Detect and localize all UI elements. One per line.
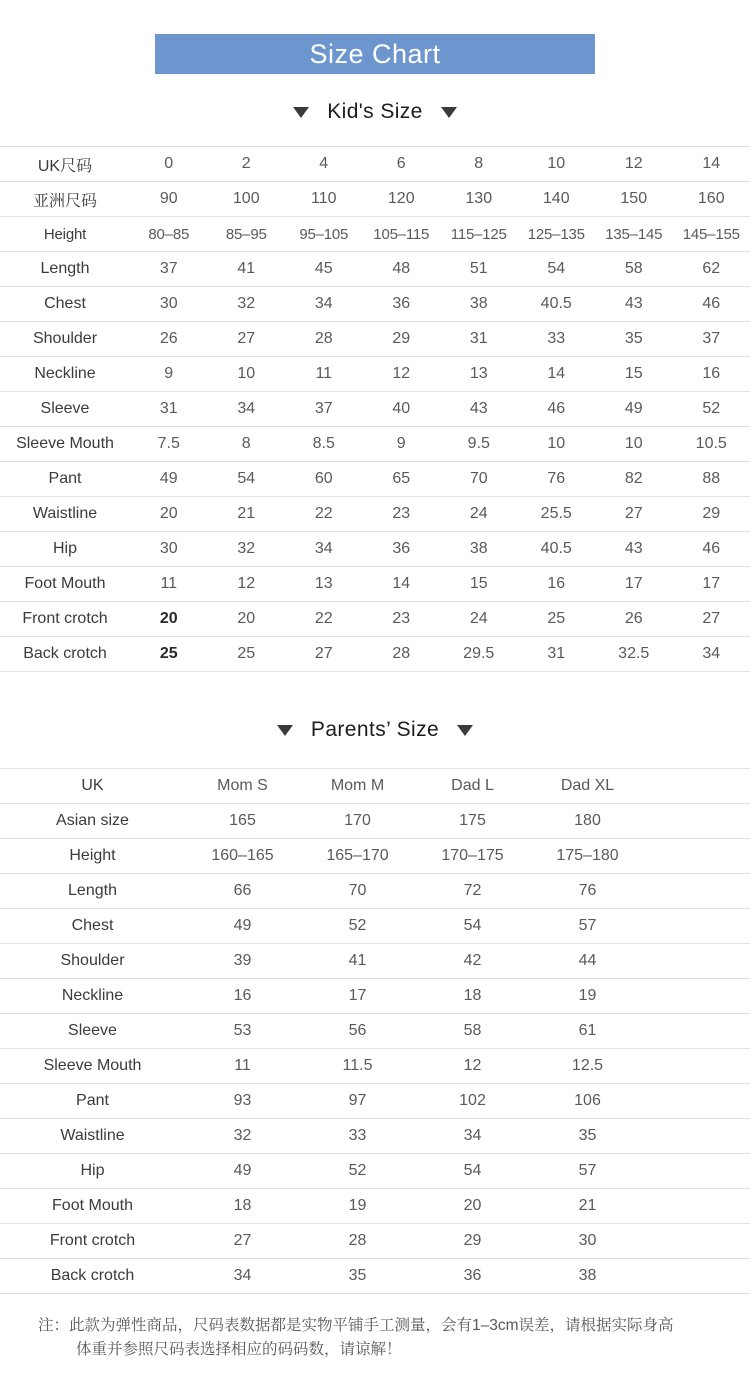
table-cell: 39 bbox=[185, 944, 300, 979]
table-cell: 10 bbox=[518, 427, 596, 462]
section-heading-kids bbox=[0, 100, 750, 124]
table-cell: 24 bbox=[440, 497, 518, 532]
empty-cell bbox=[645, 1224, 750, 1259]
table-cell: 106 bbox=[530, 1084, 645, 1119]
table-cell: 16 bbox=[673, 357, 750, 392]
row-label: Sleeve bbox=[0, 1014, 185, 1049]
table-cell: 40.5 bbox=[518, 287, 596, 322]
row-label: Chest bbox=[0, 287, 130, 322]
table-cell: 165–170 bbox=[300, 839, 415, 874]
table-cell: 25 bbox=[130, 637, 208, 672]
table-row bbox=[0, 1084, 750, 1119]
table-row bbox=[0, 1119, 750, 1154]
table-cell: 36 bbox=[415, 1259, 530, 1294]
row-label: Sleeve bbox=[0, 392, 130, 427]
table-cell: 42 bbox=[415, 944, 530, 979]
table-cell: 23 bbox=[363, 602, 441, 637]
table-row bbox=[0, 769, 750, 804]
footer-note-line-1: 注：此款为弹性商品，尺码表数据都是实物平铺手工测量，会有1–3cm误差，请根据实际身高 bbox=[38, 1314, 712, 1338]
table-row bbox=[0, 427, 750, 462]
table-row bbox=[0, 357, 750, 392]
table-cell: 90 bbox=[130, 182, 208, 217]
table-cell: 20 bbox=[130, 497, 208, 532]
empty-cell bbox=[645, 874, 750, 909]
table-cell: 19 bbox=[530, 979, 645, 1014]
table-cell: 38 bbox=[530, 1259, 645, 1294]
title-banner-wrap bbox=[0, 0, 750, 74]
empty-cell bbox=[645, 1049, 750, 1084]
table-cell: 80–85 bbox=[130, 217, 208, 252]
table-cell: 58 bbox=[595, 252, 673, 287]
row-label: Hip bbox=[0, 1154, 185, 1189]
table-cell: 34 bbox=[185, 1259, 300, 1294]
table-cell: 18 bbox=[185, 1189, 300, 1224]
table-cell: 135–145 bbox=[595, 217, 673, 252]
row-label: Pant bbox=[0, 462, 130, 497]
table-cell: 53 bbox=[185, 1014, 300, 1049]
table-cell: 28 bbox=[285, 322, 363, 357]
table-cell: 48 bbox=[363, 252, 441, 287]
table-cell: 31 bbox=[130, 392, 208, 427]
table-row bbox=[0, 909, 750, 944]
table-cell: 36 bbox=[363, 532, 441, 567]
table-cell: 175 bbox=[415, 804, 530, 839]
table-cell: 32 bbox=[208, 532, 286, 567]
table-cell: 40 bbox=[363, 392, 441, 427]
table-cell: 95–105 bbox=[285, 217, 363, 252]
table-cell: 43 bbox=[440, 392, 518, 427]
table-cell: 8.5 bbox=[285, 427, 363, 462]
row-label: Front crotch bbox=[0, 602, 130, 637]
table-cell: 65 bbox=[363, 462, 441, 497]
table-cell: 85–95 bbox=[208, 217, 286, 252]
column-header-cell: 12 bbox=[595, 147, 673, 182]
triangle-down-icon-left bbox=[277, 725, 293, 736]
table-cell: 24 bbox=[440, 602, 518, 637]
table-cell: 30 bbox=[130, 287, 208, 322]
table-cell: 40.5 bbox=[518, 532, 596, 567]
row-label: Foot Mouth bbox=[0, 1189, 185, 1224]
table-cell: 97 bbox=[300, 1084, 415, 1119]
empty-cell bbox=[645, 979, 750, 1014]
table-cell: 31 bbox=[518, 637, 596, 672]
row-label: Hip bbox=[0, 532, 130, 567]
table-cell: 30 bbox=[130, 532, 208, 567]
table-cell: 38 bbox=[440, 532, 518, 567]
table-row bbox=[0, 147, 750, 182]
table-cell: 54 bbox=[518, 252, 596, 287]
table-cell: 72 bbox=[415, 874, 530, 909]
empty-cell bbox=[645, 909, 750, 944]
row-label: Asian size bbox=[0, 804, 185, 839]
table-row bbox=[0, 532, 750, 567]
table-cell: 14 bbox=[518, 357, 596, 392]
table-row bbox=[0, 602, 750, 637]
table-cell: 70 bbox=[300, 874, 415, 909]
table-cell: 17 bbox=[300, 979, 415, 1014]
table-cell: 62 bbox=[673, 252, 750, 287]
column-header-cell: 2 bbox=[208, 147, 286, 182]
footer-note-line-2: 体重并参照尺码表选择相应的码码数，请谅解！ bbox=[38, 1338, 712, 1362]
table-cell: 37 bbox=[285, 392, 363, 427]
row-label: Waistline bbox=[0, 1119, 185, 1154]
table-cell: 49 bbox=[130, 462, 208, 497]
table-cell: 27 bbox=[673, 602, 750, 637]
table-row bbox=[0, 182, 750, 217]
table-cell: 35 bbox=[530, 1119, 645, 1154]
column-header-cell: Dad XL bbox=[530, 769, 645, 804]
table-cell: 23 bbox=[363, 497, 441, 532]
table-row bbox=[0, 1154, 750, 1189]
table-cell: 49 bbox=[595, 392, 673, 427]
table-cell: 26 bbox=[595, 602, 673, 637]
empty-cell bbox=[645, 1119, 750, 1154]
table-cell: 20 bbox=[208, 602, 286, 637]
row-label: Sleeve Mouth bbox=[0, 427, 130, 462]
table-cell: 14 bbox=[363, 567, 441, 602]
table-cell: 38 bbox=[440, 287, 518, 322]
row-label: 亚洲尺码 bbox=[0, 182, 130, 217]
table-cell: 57 bbox=[530, 1154, 645, 1189]
table-cell: 46 bbox=[673, 287, 750, 322]
table-cell: 41 bbox=[300, 944, 415, 979]
table-row bbox=[0, 287, 750, 322]
table-row bbox=[0, 1014, 750, 1049]
table-row bbox=[0, 252, 750, 287]
table-cell: 17 bbox=[595, 567, 673, 602]
table-cell: 20 bbox=[415, 1189, 530, 1224]
table-cell: 54 bbox=[415, 909, 530, 944]
table-cell: 11 bbox=[285, 357, 363, 392]
empty-cell bbox=[645, 1014, 750, 1049]
row-label: UK bbox=[0, 769, 185, 804]
table-cell: 170–175 bbox=[415, 839, 530, 874]
table-cell: 8 bbox=[208, 427, 286, 462]
table-cell: 43 bbox=[595, 532, 673, 567]
row-label: Back crotch bbox=[0, 1259, 185, 1294]
table-cell: 27 bbox=[185, 1224, 300, 1259]
row-label: Length bbox=[0, 874, 185, 909]
table-cell: 49 bbox=[185, 909, 300, 944]
parents-size-table bbox=[0, 768, 750, 1294]
table-cell: 11 bbox=[130, 567, 208, 602]
table-cell: 19 bbox=[300, 1189, 415, 1224]
empty-cell bbox=[645, 769, 750, 804]
table-cell: 15 bbox=[595, 357, 673, 392]
table-row bbox=[0, 839, 750, 874]
row-label: Chest bbox=[0, 909, 185, 944]
table-cell: 54 bbox=[415, 1154, 530, 1189]
table-cell: 145–155 bbox=[673, 217, 750, 252]
table-cell: 16 bbox=[185, 979, 300, 1014]
column-header-cell: 0 bbox=[130, 147, 208, 182]
column-header-cell: Mom S bbox=[185, 769, 300, 804]
table-cell: 66 bbox=[185, 874, 300, 909]
table-cell: 10 bbox=[208, 357, 286, 392]
table-cell: 115–125 bbox=[440, 217, 518, 252]
table-cell: 20 bbox=[130, 602, 208, 637]
table-cell: 76 bbox=[530, 874, 645, 909]
empty-cell bbox=[645, 804, 750, 839]
table-cell: 102 bbox=[415, 1084, 530, 1119]
empty-cell bbox=[645, 1084, 750, 1119]
table-cell: 49 bbox=[185, 1154, 300, 1189]
triangle-down-icon-right bbox=[441, 107, 457, 118]
table-cell: 22 bbox=[285, 602, 363, 637]
table-cell: 27 bbox=[208, 322, 286, 357]
table-cell: 54 bbox=[208, 462, 286, 497]
table-cell: 13 bbox=[440, 357, 518, 392]
table-cell: 21 bbox=[208, 497, 286, 532]
table-cell: 11 bbox=[185, 1049, 300, 1084]
table-cell: 52 bbox=[300, 1154, 415, 1189]
table-cell: 36 bbox=[363, 287, 441, 322]
table-cell: 29.5 bbox=[440, 637, 518, 672]
table-cell: 22 bbox=[285, 497, 363, 532]
row-label: UK尺码 bbox=[0, 147, 130, 182]
table-row bbox=[0, 944, 750, 979]
table-cell: 160 bbox=[673, 182, 750, 217]
column-header-cell: 10 bbox=[518, 147, 596, 182]
footer-note bbox=[0, 1314, 750, 1380]
row-label: Sleeve Mouth bbox=[0, 1049, 185, 1084]
row-label: Waistline bbox=[0, 497, 130, 532]
column-header-cell: 6 bbox=[363, 147, 441, 182]
table-row bbox=[0, 1224, 750, 1259]
row-label: Back crotch bbox=[0, 637, 130, 672]
table-cell: 21 bbox=[530, 1189, 645, 1224]
table-cell: 60 bbox=[285, 462, 363, 497]
table-cell: 150 bbox=[595, 182, 673, 217]
row-label: Shoulder bbox=[0, 944, 185, 979]
table-cell: 76 bbox=[518, 462, 596, 497]
table-row bbox=[0, 217, 750, 252]
kids-size-table bbox=[0, 146, 750, 672]
empty-cell bbox=[645, 1259, 750, 1294]
table-cell: 70 bbox=[440, 462, 518, 497]
table-cell: 35 bbox=[300, 1259, 415, 1294]
table-cell: 25 bbox=[518, 602, 596, 637]
table-cell: 10.5 bbox=[673, 427, 750, 462]
column-header-cell: 8 bbox=[440, 147, 518, 182]
row-label: Front crotch bbox=[0, 1224, 185, 1259]
row-label: Foot Mouth bbox=[0, 567, 130, 602]
empty-cell bbox=[645, 839, 750, 874]
table-row bbox=[0, 1259, 750, 1294]
table-row bbox=[0, 1049, 750, 1084]
table-cell: 13 bbox=[285, 567, 363, 602]
table-cell: 140 bbox=[518, 182, 596, 217]
table-cell: 27 bbox=[285, 637, 363, 672]
table-cell: 43 bbox=[595, 287, 673, 322]
table-cell: 34 bbox=[673, 637, 750, 672]
table-cell: 105–115 bbox=[363, 217, 441, 252]
table-cell: 31 bbox=[440, 322, 518, 357]
table-cell: 41 bbox=[208, 252, 286, 287]
table-cell: 170 bbox=[300, 804, 415, 839]
table-cell: 51 bbox=[440, 252, 518, 287]
section-heading-kids-label: Kid's Size bbox=[327, 100, 423, 124]
table-cell: 37 bbox=[673, 322, 750, 357]
table-cell: 46 bbox=[518, 392, 596, 427]
table-row bbox=[0, 979, 750, 1014]
table-cell: 34 bbox=[285, 287, 363, 322]
table-cell: 28 bbox=[363, 637, 441, 672]
column-header-cell: 4 bbox=[285, 147, 363, 182]
table-cell: 25 bbox=[208, 637, 286, 672]
empty-cell bbox=[645, 944, 750, 979]
table-row bbox=[0, 567, 750, 602]
table-cell: 56 bbox=[300, 1014, 415, 1049]
table-cell: 9.5 bbox=[440, 427, 518, 462]
section-heading-parents-label: Parents’ Size bbox=[311, 718, 439, 742]
table-cell: 27 bbox=[595, 497, 673, 532]
table-cell: 45 bbox=[285, 252, 363, 287]
table-cell: 32 bbox=[185, 1119, 300, 1154]
table-cell: 110 bbox=[285, 182, 363, 217]
table-cell: 17 bbox=[673, 567, 750, 602]
table-cell: 11.5 bbox=[300, 1049, 415, 1084]
column-header-cell: Mom M bbox=[300, 769, 415, 804]
triangle-down-icon-left bbox=[293, 107, 309, 118]
table-cell: 33 bbox=[300, 1119, 415, 1154]
table-cell: 32 bbox=[208, 287, 286, 322]
table-cell: 32.5 bbox=[595, 637, 673, 672]
column-header-cell: Dad L bbox=[415, 769, 530, 804]
table-cell: 12.5 bbox=[530, 1049, 645, 1084]
row-label: Neckline bbox=[0, 979, 185, 1014]
empty-cell bbox=[645, 1189, 750, 1224]
table-row bbox=[0, 322, 750, 357]
table-row bbox=[0, 392, 750, 427]
table-cell: 93 bbox=[185, 1084, 300, 1119]
table-row bbox=[0, 497, 750, 532]
title-banner bbox=[155, 34, 595, 74]
table-cell: 61 bbox=[530, 1014, 645, 1049]
table-cell: 58 bbox=[415, 1014, 530, 1049]
table-cell: 52 bbox=[673, 392, 750, 427]
section-heading-parents bbox=[0, 718, 750, 742]
table-cell: 120 bbox=[363, 182, 441, 217]
table-cell: 29 bbox=[673, 497, 750, 532]
table-cell: 12 bbox=[415, 1049, 530, 1084]
table-cell: 130 bbox=[440, 182, 518, 217]
table-cell: 35 bbox=[595, 322, 673, 357]
table-cell: 46 bbox=[673, 532, 750, 567]
table-row bbox=[0, 637, 750, 672]
table-cell: 12 bbox=[363, 357, 441, 392]
table-cell: 34 bbox=[285, 532, 363, 567]
empty-cell bbox=[645, 1154, 750, 1189]
table-cell: 9 bbox=[363, 427, 441, 462]
table-row bbox=[0, 1189, 750, 1224]
table-cell: 16 bbox=[518, 567, 596, 602]
table-cell: 29 bbox=[363, 322, 441, 357]
table-cell: 82 bbox=[595, 462, 673, 497]
table-row bbox=[0, 874, 750, 909]
table-cell: 52 bbox=[300, 909, 415, 944]
table-cell: 100 bbox=[208, 182, 286, 217]
table-cell: 18 bbox=[415, 979, 530, 1014]
table-cell: 37 bbox=[130, 252, 208, 287]
table-cell: 160–165 bbox=[185, 839, 300, 874]
table-cell: 30 bbox=[530, 1224, 645, 1259]
table-cell: 34 bbox=[208, 392, 286, 427]
row-label: Height bbox=[0, 839, 185, 874]
table-cell: 34 bbox=[415, 1119, 530, 1154]
table-cell: 180 bbox=[530, 804, 645, 839]
table-cell: 33 bbox=[518, 322, 596, 357]
table-cell: 57 bbox=[530, 909, 645, 944]
table-cell: 44 bbox=[530, 944, 645, 979]
table-cell: 28 bbox=[300, 1224, 415, 1259]
row-label: Shoulder bbox=[0, 322, 130, 357]
table-row bbox=[0, 804, 750, 839]
row-label: Pant bbox=[0, 1084, 185, 1119]
table-cell: 88 bbox=[673, 462, 750, 497]
triangle-down-icon-right bbox=[457, 725, 473, 736]
table-cell: 26 bbox=[130, 322, 208, 357]
table-cell: 9 bbox=[130, 357, 208, 392]
table-cell: 10 bbox=[595, 427, 673, 462]
table-cell: 125–135 bbox=[518, 217, 596, 252]
table-cell: 12 bbox=[208, 567, 286, 602]
page-title: Size Chart bbox=[309, 41, 440, 68]
column-header-cell: 14 bbox=[673, 147, 750, 182]
table-cell: 175–180 bbox=[530, 839, 645, 874]
table-cell: 15 bbox=[440, 567, 518, 602]
table-cell: 25.5 bbox=[518, 497, 596, 532]
table-row bbox=[0, 462, 750, 497]
table-cell: 165 bbox=[185, 804, 300, 839]
table-cell: 29 bbox=[415, 1224, 530, 1259]
row-label: Neckline bbox=[0, 357, 130, 392]
table-cell: 7.5 bbox=[130, 427, 208, 462]
row-label: Length bbox=[0, 252, 130, 287]
row-label: Height bbox=[0, 217, 130, 252]
